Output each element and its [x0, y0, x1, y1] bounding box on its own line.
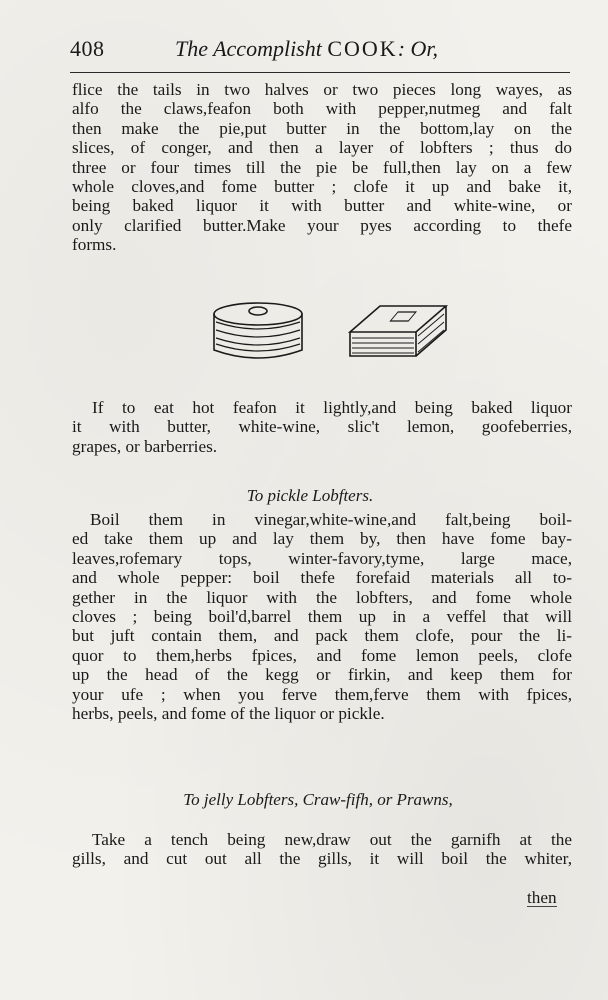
text-line: alfo the claws,feafon both with pepper,nutmeg and falt [72, 99, 572, 119]
page-number: 408 [70, 36, 105, 61]
text-line: gether in the liquor with the lobfters, and fome whole [72, 587, 572, 607]
text-line: ed take them up and lay them by, then have fome bay- [72, 529, 572, 549]
text-line: and whole pepper: boil thefe forefaid materials all to- [72, 568, 572, 588]
running-title [175, 36, 438, 62]
heading-pickle-lobsters: To pickle Lobfters. [246, 486, 374, 505]
text-line: Take a tench being new,draw out the garnifh at the [92, 830, 572, 849]
paragraph-pie-method [72, 80, 572, 255]
text-line: Boil them in vinegar,white-wine,and falt,being boil- [90, 510, 572, 529]
text-line: but juft contain them, and pack them clofe, pour the li- [72, 626, 572, 646]
text-line: being baked liquor it with butter and white-wine, or [72, 196, 572, 216]
text-line: leaves,rofemary tops, winter-favory,tyme, large mace, [72, 548, 572, 568]
text-line: cloves ; being boil'd,barrel them up in a veffel that will [72, 607, 572, 627]
running-title-tail: : Or, [397, 36, 439, 61]
paragraph-jelly-lobsters [72, 830, 572, 869]
text-line: then make the pie,put butter in the bottom,lay on the [72, 118, 572, 138]
text-line: quor to them,herbs fpices, and fome lemon peels, clofe [72, 645, 572, 665]
text-line: grapes, or barberries. [72, 436, 218, 456]
running-header [70, 32, 570, 72]
square-pie-icon [350, 306, 446, 356]
text-line: slices, of conger, and then a layer of lobfters ; thus do [72, 138, 572, 158]
text-line: whole cloves,and fome butter ; clofe it up and bake it, [72, 177, 572, 197]
text-line: your ufe ; when you ferve them,ferve them with fpices, [72, 684, 572, 704]
pie-forms-svg [200, 300, 460, 366]
round-pie-icon [214, 303, 302, 358]
text-line: three or four times till the pie be full,then lay on a few [72, 157, 572, 177]
text-line: flice the tails in two halves or two pieces long wayes, as [72, 80, 572, 99]
text-line: gills, and cut out all the gills, it will boil the whiter, [72, 849, 572, 869]
catch-word: then [527, 888, 557, 907]
running-title-italic: The Accomplisht [175, 36, 322, 61]
pie-forms-illustration [200, 300, 460, 366]
running-title-caps: COOK [327, 36, 398, 61]
heading-jelly-lobsters: To jelly Lobfters, Craw-fifh, or Prawns, [183, 790, 453, 809]
header-rule [70, 72, 570, 73]
paragraph-pickle-lobsters [72, 510, 572, 723]
text-line: If to eat hot feafon it lightly,and being baked liquor [92, 398, 572, 417]
text-line: up the head of the kegg or firkin, and keep them for [72, 665, 572, 685]
text-line: forms. [72, 235, 117, 255]
paragraph-hot-pie [72, 398, 572, 456]
text-line: herbs, peels, and fome of the liquor or pickle. [72, 704, 385, 724]
text-line: only clarified butter.Make your pyes according to thefe [72, 215, 572, 235]
text-line: it with butter, white-wine, slic't lemon, goofeberries, [72, 417, 572, 437]
